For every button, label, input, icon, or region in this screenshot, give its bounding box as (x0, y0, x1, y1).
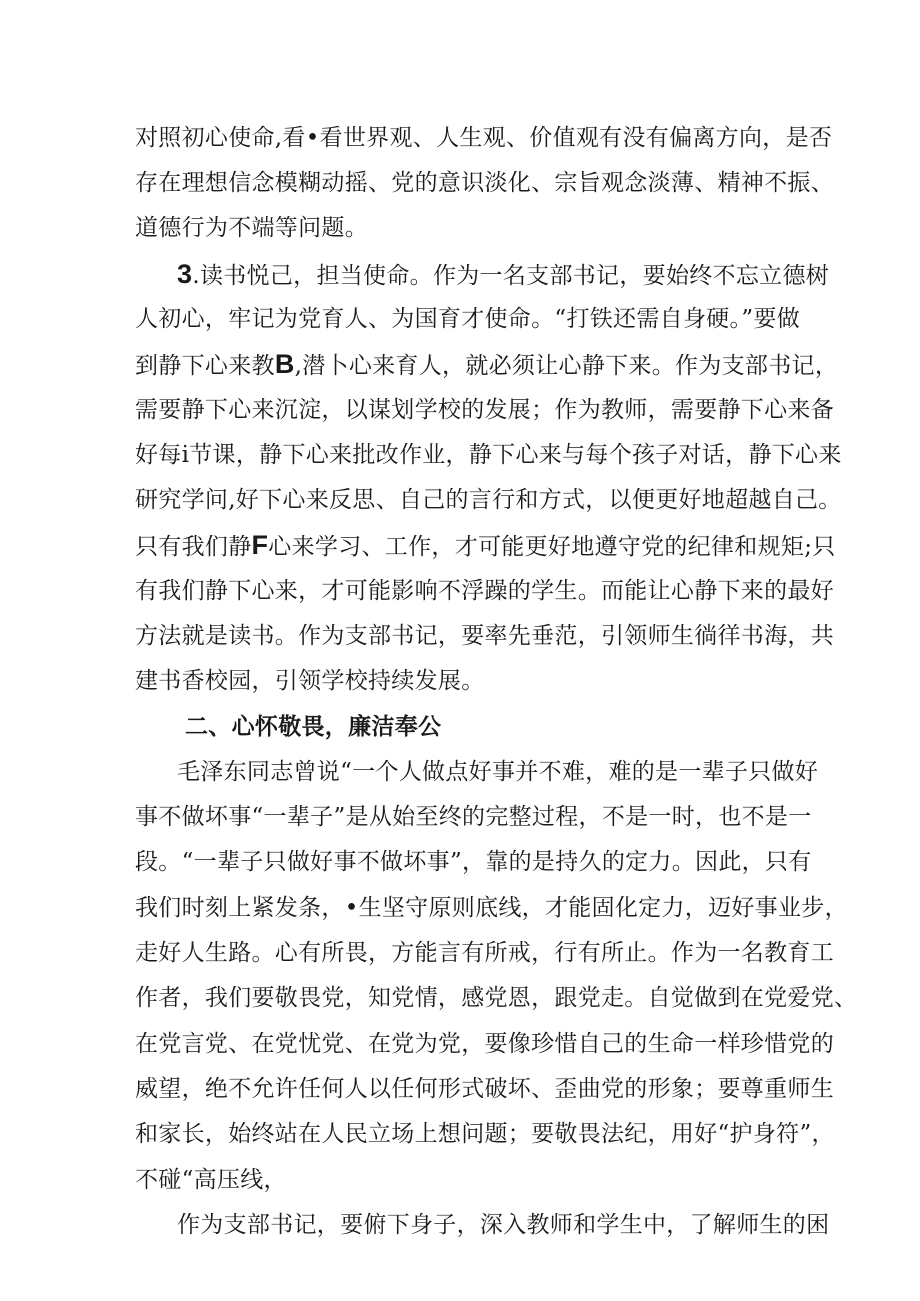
paragraph-line: 建书香校园，引领学校持续发展。 (135, 668, 485, 694)
paragraph-line: 毛泽东同志曾说“一个人做点好事并不难，难的是一辈子只做好 (177, 759, 819, 785)
paragraph-line-text: .读书悦己，担当使命。作为一名支部书记，要始终不忘立德树 (192, 263, 830, 289)
paragraph-line: 人初心，牢记为党育人、为国育才使命。“打铁还需自身硬。”要做 (135, 306, 801, 332)
paragraph-line: 走好人生路。心有所畏，方能言有所戒，行有所止。作为一名教育工 (135, 940, 834, 966)
paragraph-line-text: 心来学习、工作，才可能更好地遵守党的纪律和规矩;只 (268, 534, 836, 560)
paragraph-line: 作为支部书记，要俯下身子，深入教师和学生中，了解师生的困 (177, 1212, 830, 1238)
paragraph-line-text: 只有我们静 (135, 534, 252, 560)
paragraph-line: 在党言党、在党忧党、在党为党，要像珍惜自己的生命一样珍惜党的 (135, 1031, 834, 1057)
ocr-artifact-letter: F (251, 530, 269, 560)
paragraph-line (135, 349, 839, 379)
paragraph-line: 存在理想信念模糊动摇、党的意识淡化、宗旨观念淡薄、精神不振、 (135, 170, 834, 196)
paragraph-line: 作者，我们要敬畏党，知党情，感党恩，跟党走。自觉做到在党爱党、 (135, 985, 858, 1011)
list-number: 3 (177, 259, 193, 289)
list-item-3-line (177, 259, 830, 289)
paragraph-line: 方法就是读书。作为支部书记，要率先垂范，引领师生徜徉书海，共 (135, 623, 834, 649)
paragraph-line: 我们时刻上紧发条，•生坚守原则底线，才能固化定力，迈好事业步， (135, 895, 848, 921)
paragraph-line: 事不做坏事“一辈子”是从始至终的完整过程，不是一时，也不是一 (135, 804, 812, 830)
paragraph-line: 段。“一辈子只做好事不做坏事”，靠的是持久的定力。因此，只有 (135, 849, 812, 875)
paragraph-line: 和家长，始终站在人民立场上想问题；要敬畏法纪，用好“护身符”， (135, 1121, 835, 1147)
paragraph-line (135, 530, 836, 560)
paragraph-line-text: 到静下心来教 (135, 353, 275, 379)
paragraph-line: 研究学问,好下心来反思、自己的言行和方式，以便更好地超越自己。 (135, 487, 842, 513)
paragraph-line: 好每i节课，静下心来批改作业，静下心来与每个孩子对话，静下心来 (135, 442, 842, 468)
section-heading: 二、心怀敬畏，廉洁奉公 (185, 713, 442, 740)
paragraph-line: 需要静下心来沉淀，以谋划学校的发展；作为教师，需要静下心来备 (135, 397, 834, 423)
ocr-artifact-letter: B (274, 349, 295, 379)
paragraph-line: 对照初心使命,看•看世界观、人生观、价值观有没有偏离方向，是否 (135, 125, 833, 151)
paragraph-line: 威望，绝不允许任何人以任何形式破坏、歪曲党的形象；要尊重师生 (135, 1076, 834, 1102)
paragraph-line-text: ,潜卜心来育人，就必须让心静下来。作为支部书记， (294, 353, 839, 379)
paragraph-line: 道德行为不端等问题。 (135, 215, 368, 241)
paragraph-line: 有我们静下心来，才可能影响不浮躁的学生。而能让心静下来的最好 (135, 578, 834, 604)
paragraph-line: 不碰“高压线， (135, 1167, 287, 1193)
